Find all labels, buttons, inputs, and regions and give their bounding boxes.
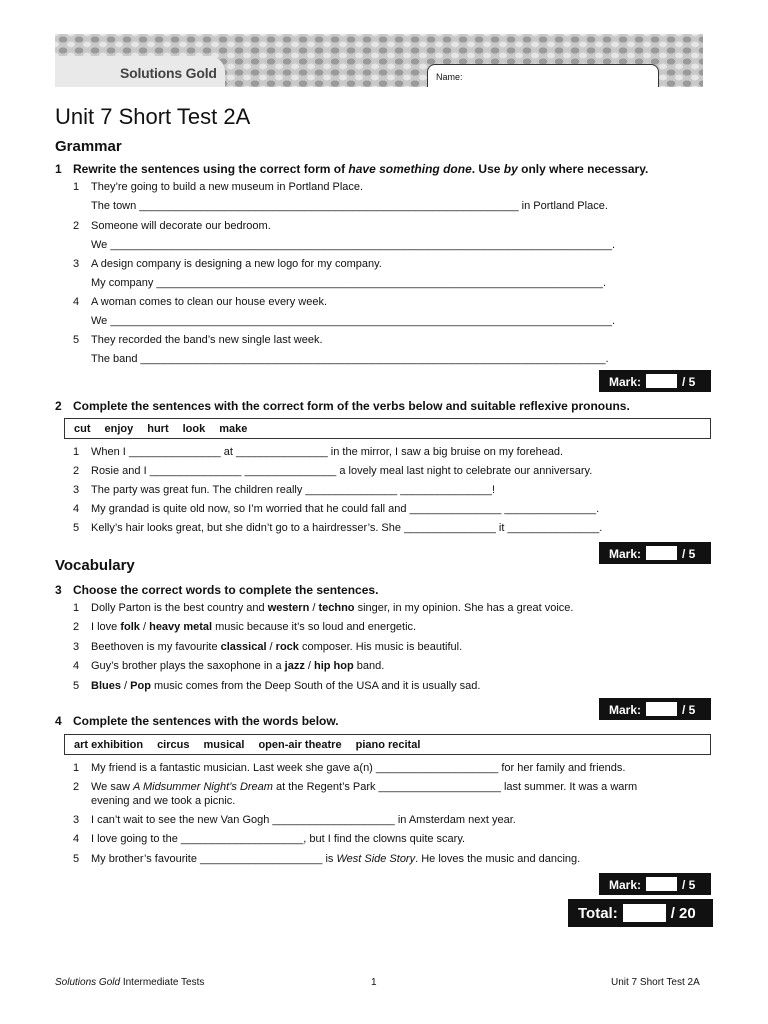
item-text: Dolly Parton is the best country and western / techno singer, in my opinion. She has a great voice. <box>91 602 574 614</box>
item-number: 2 <box>73 220 80 232</box>
ex3-mark-box <box>599 698 711 720</box>
item-number: 5 <box>73 334 80 346</box>
footer-book: Intermediate Tests <box>120 977 205 988</box>
word-option: musical <box>203 739 245 751</box>
item-number: 3 <box>73 258 80 270</box>
item-text: My friend is a fantastic musician. Last week she gave a(n) ____________________ for her family and friends. <box>91 762 626 774</box>
item-number: 4 <box>73 296 80 308</box>
mark-out-of: / 5 <box>682 703 696 717</box>
mark-out-of: / 5 <box>682 547 696 561</box>
ex4-word-box <box>64 734 711 755</box>
footer-right: Unit 7 Short Test 2A <box>611 977 700 988</box>
word-option: open-air theatre <box>258 739 342 751</box>
ex1-item <box>73 181 363 193</box>
mark-out-of: / 5 <box>682 375 696 389</box>
item-text: A design company is designing a new logo for my company. <box>91 258 382 270</box>
item-text: They recorded the band’s new single last week. <box>91 334 323 346</box>
mark-label: Mark: <box>609 547 642 561</box>
ex1-answer-line[interactable]: We __________________________________________________________________________________. <box>91 239 616 251</box>
item-number: 3 <box>73 641 80 653</box>
ex1-answer-line[interactable]: The band ____________________________________________________________________________. <box>91 353 609 365</box>
total-blank[interactable] <box>623 904 666 922</box>
mark-label: Mark: <box>609 878 642 892</box>
item-text: I love folk / heavy metal music because it’s so loud and energetic. <box>91 621 417 633</box>
ex4-item-continuation: evening and we took a picnic. <box>91 795 236 807</box>
footer-series: Solutions Gold <box>55 977 121 988</box>
item-text: My grandad is quite old now, so I’m worried that he could fall and _______________ _______________. <box>91 503 600 515</box>
ex2-instruction-text: Complete the sentences with the correct form of the verbs below and suitable reflexive pronouns. <box>73 399 630 413</box>
word-option: circus <box>157 739 190 751</box>
word-option: art exhibition <box>74 739 144 751</box>
total-box <box>568 899 713 927</box>
item-text: Beethoven is my favourite classical / rock composer. His music is beautiful. <box>91 641 463 653</box>
ex2-item <box>73 484 495 496</box>
ex1-answer-line[interactable]: We __________________________________________________________________________________. <box>91 315 616 327</box>
ex4-item <box>73 814 516 826</box>
item-number: 5 <box>73 853 80 865</box>
item-number: 1 <box>73 602 80 614</box>
item-number: 5 <box>73 522 80 534</box>
ex3-item <box>73 641 462 653</box>
word-option: make <box>219 423 248 435</box>
mark-label: Mark: <box>609 375 642 389</box>
ex3-instruction <box>55 583 378 597</box>
word-option: cut <box>74 423 91 435</box>
ex1-answer-line[interactable]: My company _________________________________________________________________________. <box>91 277 607 289</box>
item-text: The party was great fun. The children really _______________ _______________! <box>91 484 496 496</box>
ex1-item <box>73 220 271 232</box>
item-number: 1 <box>73 762 80 774</box>
ex1-instruction-text: Rewrite the sentences using the correct form of have something done. Use by only where necessary. <box>73 162 649 176</box>
word-option: piano recital <box>355 739 421 751</box>
item-number: 3 <box>73 814 80 826</box>
ex4-item <box>73 781 637 793</box>
page-title: Unit 7 Short Test 2A <box>55 104 251 129</box>
ex1-item <box>73 296 327 308</box>
ex1-answer-line[interactable]: The town ______________________________________________________________ in Portland Place. <box>91 200 608 212</box>
section-vocabulary: Vocabulary <box>55 557 135 574</box>
footer-page-number: 1 <box>371 977 377 988</box>
ex1-item <box>73 258 382 270</box>
item-text: Kelly’s hair looks great, but she didn’t go to a hairdresser’s. She _______________ it _______________. <box>91 522 603 534</box>
item-number: 4 <box>73 503 80 515</box>
word-option: hurt <box>147 423 169 435</box>
ex2-number: 2 <box>55 399 62 413</box>
ex4-number: 4 <box>55 714 62 728</box>
item-number: 2 <box>73 621 80 633</box>
item-text: They’re going to build a new museum in Portland Place. <box>91 181 364 193</box>
mark-out-of: / 5 <box>682 878 696 892</box>
mark-label: Mark: <box>609 703 642 717</box>
item-text: Rosie and I _______________ _______________ a lovely meal last night to celebrate our anniversary. <box>91 465 593 477</box>
item-number: 2 <box>73 781 80 793</box>
item-number: 1 <box>73 181 80 193</box>
ex3-item <box>73 602 573 614</box>
item-text: Someone will decorate our bedroom. <box>91 220 271 232</box>
item-text: Blues / Pop music comes from the Deep South of the USA and it is usually sad. <box>91 680 481 692</box>
item-number: 1 <box>73 446 80 458</box>
item-number: 4 <box>73 660 80 672</box>
item-number: 4 <box>73 833 80 845</box>
ex2-item <box>73 465 592 477</box>
item-number: 3 <box>73 484 80 496</box>
ex1-instruction <box>55 162 648 176</box>
item-text: We saw A Midsummer Night’s Dream at the Regent’s Park ____________________ last summer. It was a warm <box>91 781 638 793</box>
mark-blank[interactable] <box>646 877 677 892</box>
item-text: I can’t wait to see the new Van Gogh ____________________ in Amsterdam next year. <box>91 814 516 826</box>
ex4-instruction <box>55 714 339 728</box>
word-option: enjoy <box>104 423 134 435</box>
ex2-item <box>73 522 602 534</box>
brand-name: Solutions Gold <box>120 65 217 81</box>
ex3-item <box>73 621 416 633</box>
item-text: I love going to the ____________________, but I find the clowns quite scary. <box>91 833 466 845</box>
item-text: A woman comes to clean our house every week. <box>91 296 328 308</box>
ex2-word-box <box>64 418 711 439</box>
name-label: Name: <box>436 72 463 82</box>
mark-blank[interactable] <box>646 702 677 717</box>
ex1-number: 1 <box>55 162 62 176</box>
section-grammar: Grammar <box>55 138 122 155</box>
mark-blank[interactable] <box>646 374 677 389</box>
total-label: Total: <box>578 905 618 922</box>
item-text: My brother’s favourite ____________________ is West Side Story. He loves the music and dancing. <box>91 853 581 865</box>
ex4-instruction-text: Complete the sentences with the words below. <box>73 714 339 728</box>
ex2-instruction <box>55 399 630 413</box>
item-text: When I _______________ at _______________ in the mirror, I saw a big bruise on my forehead. <box>91 446 564 458</box>
ex1-item <box>73 334 323 346</box>
word-option: look <box>182 423 206 435</box>
ex1-mark-box <box>599 370 711 392</box>
ex4-item <box>73 853 580 865</box>
item-number: 5 <box>73 680 80 692</box>
ex4-item <box>73 833 465 845</box>
ex2-mark-box <box>599 542 711 564</box>
mark-blank[interactable] <box>646 546 677 561</box>
ex3-number: 3 <box>55 583 62 597</box>
ex4-mark-box <box>599 873 711 895</box>
name-field[interactable] <box>427 64 659 87</box>
header-banner <box>55 34 703 87</box>
ex3-item <box>73 680 480 692</box>
ex2-item <box>73 446 563 458</box>
ex3-item <box>73 660 384 672</box>
ex2-item <box>73 503 599 515</box>
footer-left <box>55 977 204 988</box>
ex3-instruction-text: Choose the correct words to complete the sentences. <box>73 583 379 597</box>
total-out-of: / 20 <box>670 905 696 922</box>
ex4-item <box>73 762 625 774</box>
item-number: 2 <box>73 465 80 477</box>
brand-tab <box>55 56 225 87</box>
item-text: Guy’s brother plays the saxophone in a jazz / hip hop band. <box>91 660 385 672</box>
